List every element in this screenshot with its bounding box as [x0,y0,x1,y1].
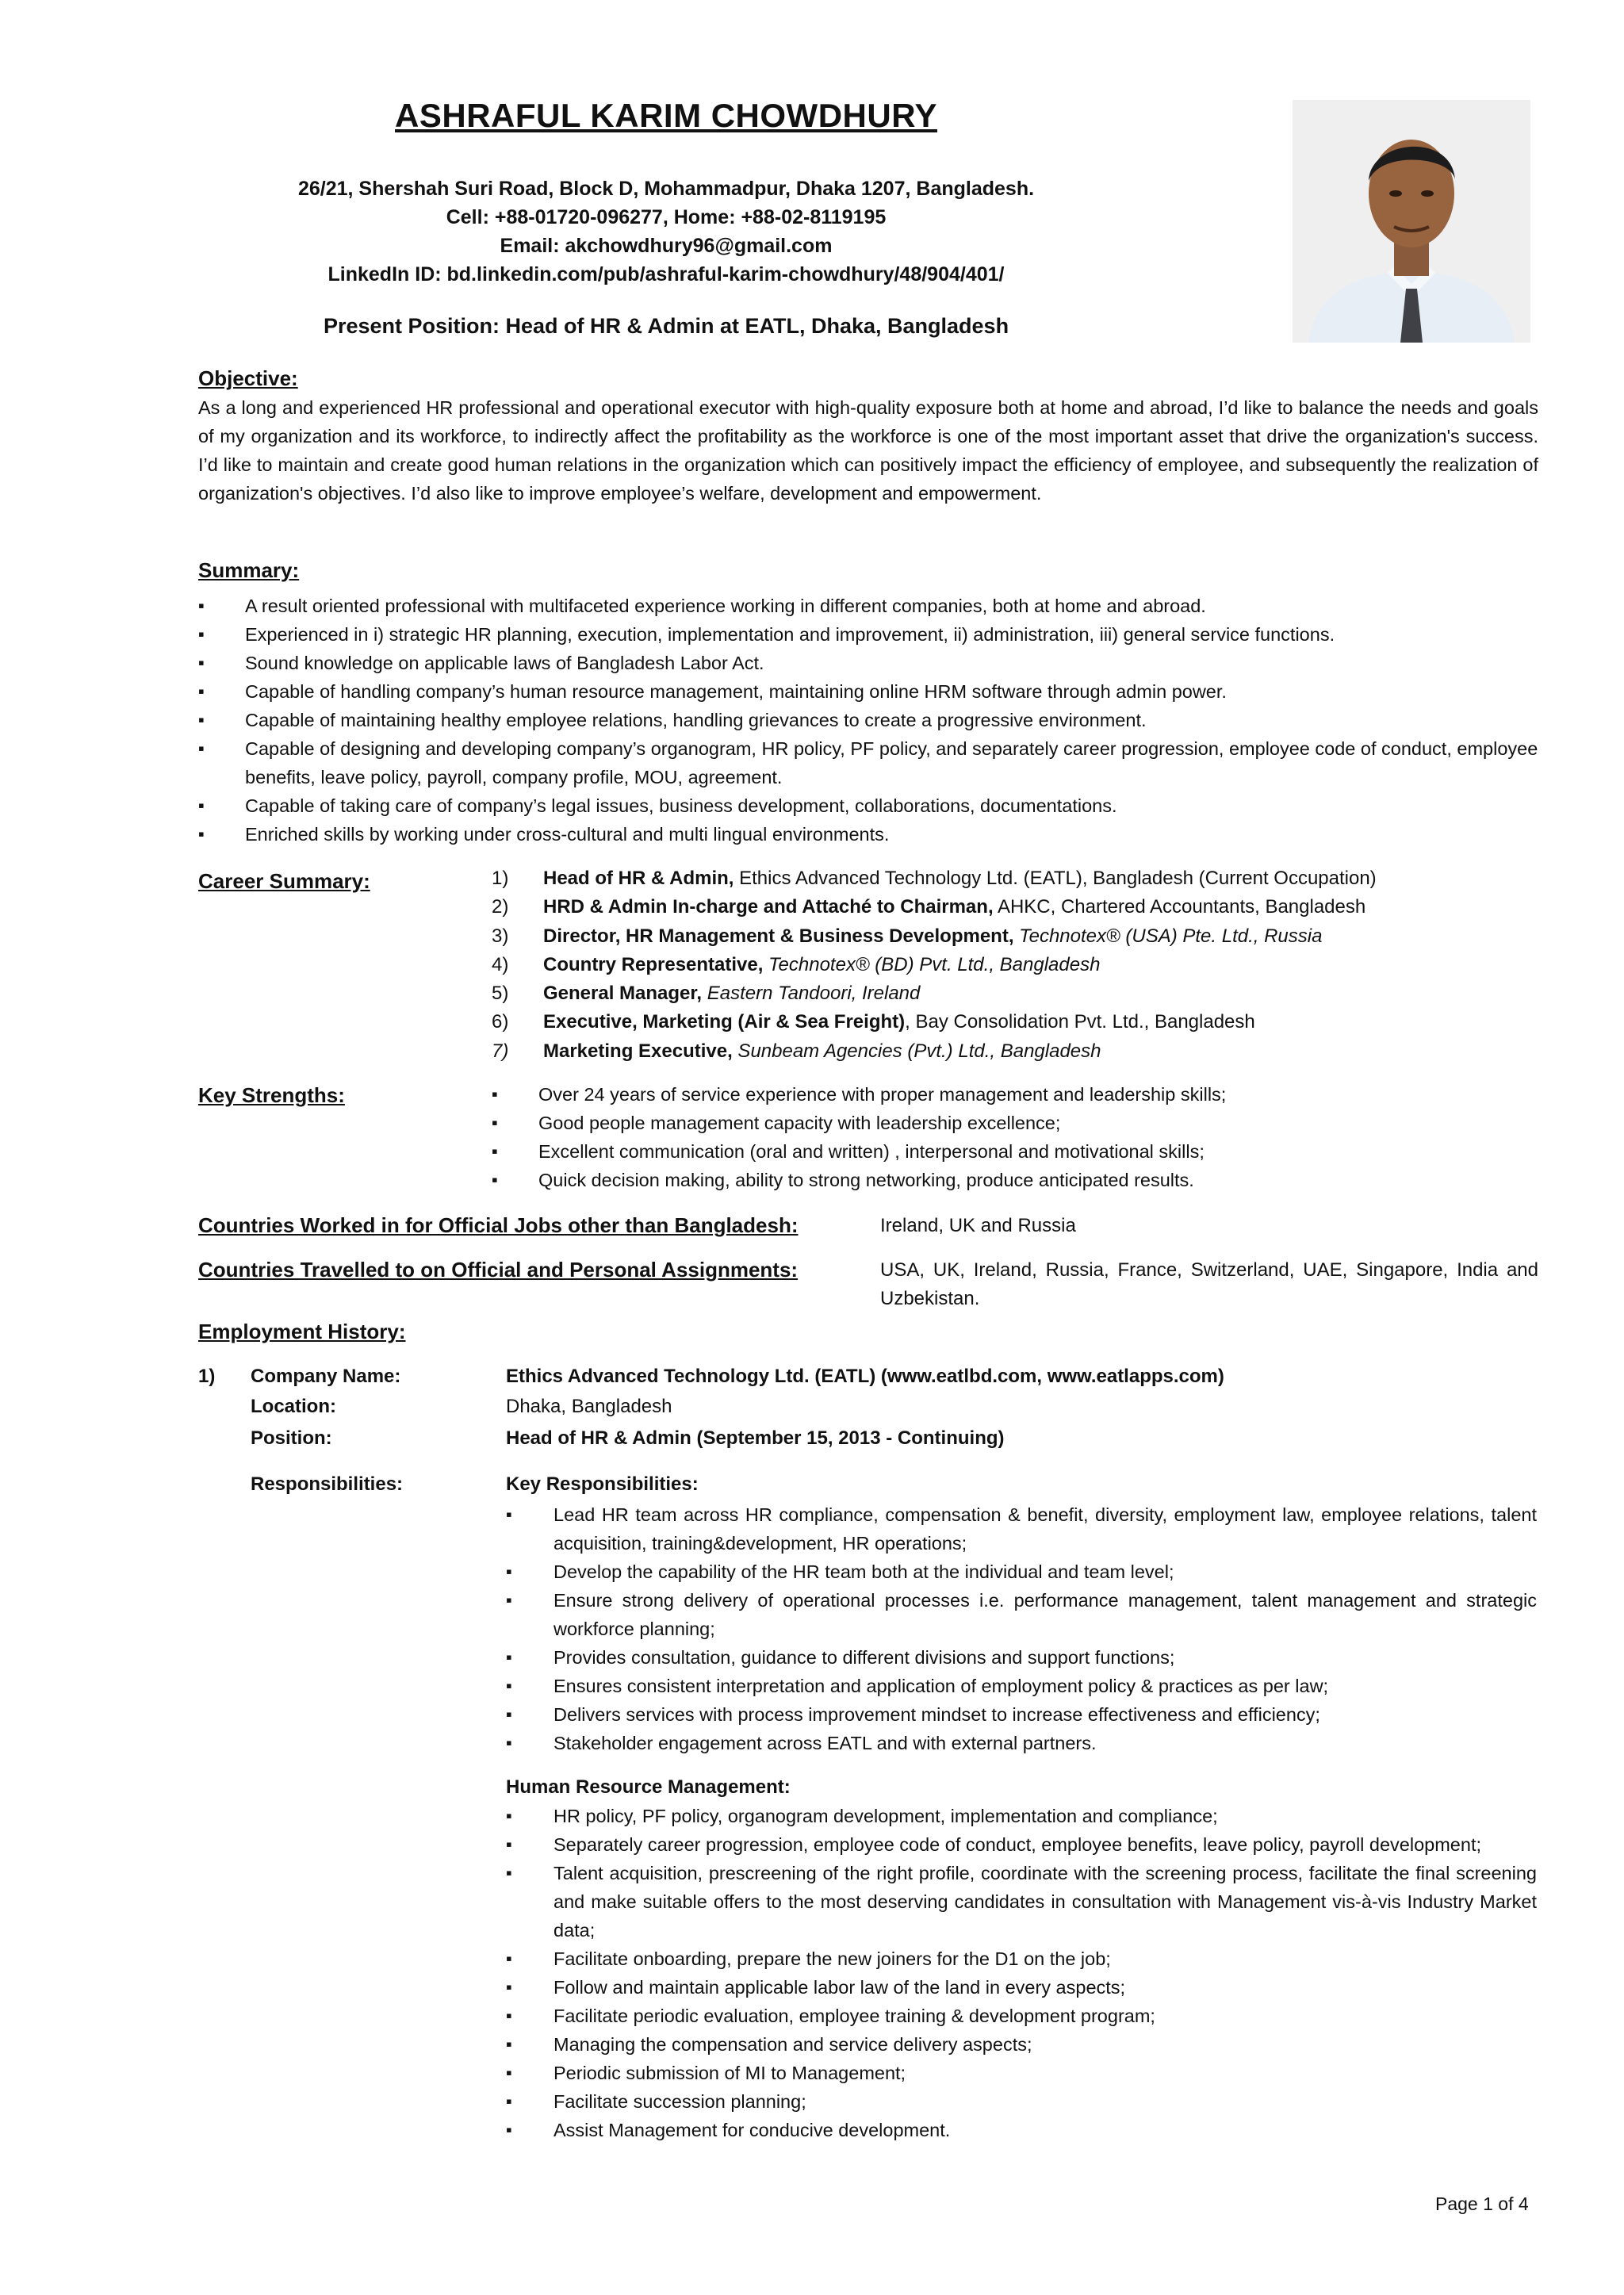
responsibility-item: ▪ Develop the capability of the HR team both at the individual and team level; [506,1557,1537,1586]
responsibility-item: ▪ Lead HR team across HR compliance, compensation & benefit, diversity, employment law, employee relations, talent acquisition, training&development, HR operations; [506,1500,1537,1557]
linkedin-id[interactable]: LinkedIn ID: bd.linkedin.com/pub/ashraful-karim-chowdhury/48/904/401/ [327,263,1005,285]
phone-numbers: Cell: +88-01720-096277, Home: +88-02-8119195 [446,206,887,228]
strength-item: ▪ Over 24 years of service experience with proper management and leadership skills; [492,1080,1538,1109]
page-number: Page 1 of 4 [1435,2193,1529,2214]
countries-worked-title: Countries Worked in for Official Jobs other than Bangladesh: [198,1213,799,1237]
objective-text: As a long and experienced HR professional and operational executor with high-quality exposure both at home and abroad, I’d like to balance the needs and goals of my organization and its workforce, to indirectly affect the profitability as the workforce is one of the most important asset that drive the organization's success. I’d like to maintain and create good human relations in the organization which can positively impact the efficiency of employee, and subsequently the realization of organization's objectives. I’d also like to improve employee’s welfare, development and empowerment. [198,397,1538,504]
position-label: Position: [251,1427,332,1449]
career-summary-list [492,864,1538,1066]
candidate-name: ASHRAFUL KARIM CHOWDHURY [395,97,937,134]
career-summary-title: Career Summary: [198,869,370,893]
strength-item: ▪ Excellent communication (oral and written) , interpersonal and motivational skills; [492,1137,1538,1166]
summary-item: ▪ A result oriented professional with multifaceted experience working in different companies, both at home and abroad. [198,592,1546,620]
career-item: 3) Director, HR Management & Business Development, Technotex® (USA) Pte. Ltd., Russia [492,925,1323,947]
hrm-item: ▪ Follow and maintain applicable labor law of the land in every aspects; [506,1973,1537,2002]
summary-item: ▪ Capable of handling company’s human resource management, maintaining online HRM software through admin power. [198,677,1546,706]
responsibility-item: ▪ Ensure strong delivery of operational processes i.e. performance management, talent management and strategic workforce planning; [506,1586,1537,1643]
key-strengths-list [492,1080,1538,1194]
position-value: Head of HR & Admin (September 15, 2013 - Continuing) [506,1427,1005,1449]
countries-travelled-title: Countries Travelled to on Official and Personal Assignments: [198,1258,799,1282]
career-item: 1) Head of HR & Admin, Ethics Advanced Technology Ltd. (EATL), Bangladesh (Current Occupation) [492,868,1377,889]
company-name-value: Ethics Advanced Technology Ltd. (EATL) (www.eatlbd.com, www.eatlapps.com) [506,1366,1224,1387]
hrm-item: ▪ Facilitate succession planning; [506,2087,1537,2116]
summary-item: ▪ Capable of designing and developing company’s organogram, HR policy, PF policy, and separately career progression, employee code of conduct, employee benefits, leave policy, payroll, company profile, MOU, agreement. [198,734,1546,791]
employment-number: 1) [198,1366,216,1387]
summary-item: ▪ Capable of taking care of company’s legal issues, business development, collaborations, documentations. [198,791,1546,820]
hrm-list [506,1802,1537,2144]
hrm-item: ▪ Talent acquisition, prescreening of the right profile, coordinate with the screening process, facilitate the final screening and make suitable offers to the most deserving candidates in consultation with Management vis-à-vis Industry Market data; [506,1859,1537,1944]
employment-history-title: Employment History: [198,1320,406,1343]
responsibility-item: ▪ Ensures consistent interpretation and application of employment policy & practices as per law; [506,1672,1537,1700]
key-responsibilities-list [506,1500,1537,1757]
hrm-item: ▪ Assist Management for conducive development. [506,2116,1537,2144]
strength-item: ▪ Quick decision making, ability to strong networking, produce anticipated results. [492,1166,1538,1194]
summary-item: ▪ Capable of maintaining healthy employee relations, handling grievances to create a progressive environment. [198,706,1546,734]
career-item: 6) Executive, Marketing (Air & Sea Freight), Bay Consolidation Pvt. Ltd., Bangladesh [492,1011,1255,1033]
company-name-label: Company Name: [251,1366,401,1387]
summary-list [198,592,1546,849]
hrm-item: ▪ Managing the compensation and service delivery aspects; [506,2030,1537,2059]
key-strengths-title: Key Strengths: [198,1083,345,1107]
responsibility-item: ▪ Stakeholder engagement across EATL and with external partners. [506,1729,1537,1757]
email[interactable]: Email: akchowdhury96@gmail.com [500,235,833,257]
location-value: Dhaka, Bangladesh [506,1396,672,1417]
summary-item: ▪ Experienced in i) strategic HR planning, execution, implementation and improvement, ii) administration, iii) general service functions. [198,620,1546,649]
career-item: 5) General Manager, Eastern Tandoori, Ireland [492,983,921,1005]
summary-item: ▪ Enriched skills by working under cross-cultural and multi lingual environments. [198,820,1546,849]
hrm-item: ▪ Facilitate periodic evaluation, employee training & development program; [506,2002,1537,2030]
profile-photo [1293,100,1530,343]
strength-item: ▪ Good people management capacity with leadership excellence; [492,1109,1538,1137]
hrm-item: ▪ Facilitate onboarding, prepare the new joiners for the D1 on the job; [506,1944,1537,1973]
hrm-item: ▪ HR policy, PF policy, organogram development, implementation and compliance; [506,1802,1537,1830]
key-responsibilities-title: Key Responsibilities: [506,1473,699,1495]
responsibility-item: ▪ Delivers services with process improvement mindset to increase effectiveness and efficiency; [506,1700,1537,1729]
contact-block [198,174,1134,289]
hrm-item: ▪ Periodic submission of MI to Management; [506,2059,1537,2087]
hrm-title: Human Resource Management: [506,1776,791,1798]
countries-worked-value: Ireland, UK and Russia [880,1215,1076,1236]
career-item: 7) Marketing Executive, Sunbeam Agencies (Pvt.) Ltd., Bangladesh [492,1040,1101,1062]
career-item: 4) Country Representative, Technotex® (BD) Pvt. Ltd., Bangladesh [492,953,1101,975]
countries-travelled-value: USA, UK, Ireland, Russia, France, Switzerland, UAE, Singapore, India and Uzbekistan. [880,1259,1538,1309]
address: 26/21, Shershah Suri Road, Block D, Mohammadpur, Dhaka 1207, Bangladesh. [297,178,1035,200]
career-item: 2) HRD & Admin In-charge and Attaché to Chairman, AHKC, Chartered Accountants, Bangladesh [492,896,1366,918]
responsibilities-label: Responsibilities: [251,1473,404,1495]
responsibility-item: ▪ Provides consultation, guidance to different divisions and support functions; [506,1643,1537,1672]
location-label: Location: [251,1396,336,1417]
summary-title: Summary: [198,558,300,582]
present-position: Present Position: Head of HR & Admin at EATL, Dhaka, Bangladesh [323,314,1009,338]
objective-title: Objective: [198,366,298,390]
hrm-item: ▪ Separately career progression, employee code of conduct, employee benefits, leave policy, payroll development; [506,1830,1537,1859]
summary-item: ▪ Sound knowledge on applicable laws of Bangladesh Labor Act. [198,649,1546,677]
